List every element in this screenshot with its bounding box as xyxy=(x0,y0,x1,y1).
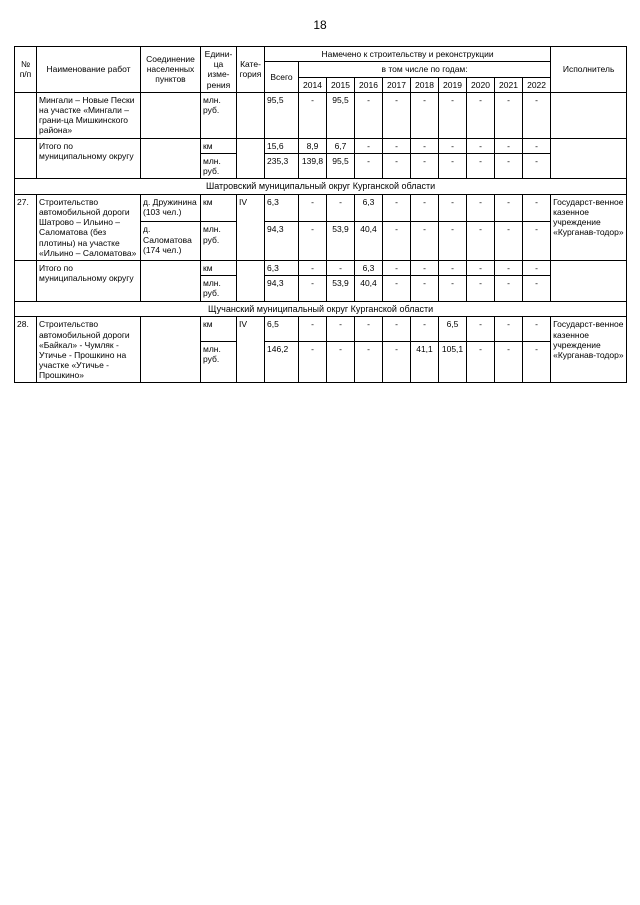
row-year-2019: - xyxy=(439,153,467,178)
row-year-2018: - xyxy=(411,222,439,261)
row-year-2015: 95,5 xyxy=(327,92,355,138)
table-row xyxy=(15,138,627,153)
header-category: Кате-гория xyxy=(237,47,265,93)
row-year-2016: - xyxy=(355,317,383,342)
row-num: 27. xyxy=(15,194,37,260)
row-year-2021: - xyxy=(495,153,523,178)
row-year-2022: - xyxy=(523,260,551,275)
row-executor xyxy=(551,260,627,301)
row-year-2019: 6,5 xyxy=(439,317,467,342)
row-year-2018: - xyxy=(411,317,439,342)
row-year-2018: - xyxy=(411,260,439,275)
row-year-2022: - xyxy=(523,276,551,301)
row-total: 6,3 xyxy=(265,260,299,275)
row-year-2022: - xyxy=(523,138,551,153)
row-year-2015: 95,5 xyxy=(327,153,355,178)
row-year-2021: - xyxy=(495,194,523,222)
row-year-2016: - xyxy=(355,138,383,153)
row-year-2017: - xyxy=(383,222,411,261)
row-unit: км xyxy=(201,260,237,275)
row-year-2020: - xyxy=(467,276,495,301)
row-year-2014: 8,9 xyxy=(299,138,327,153)
row-total: 95,5 xyxy=(265,92,299,138)
row-year-2014: - xyxy=(299,222,327,261)
section-row xyxy=(15,301,627,317)
row-year-2019: - xyxy=(439,260,467,275)
row-year-2020: - xyxy=(467,260,495,275)
row-year-2020: - xyxy=(467,153,495,178)
row-category xyxy=(237,260,265,301)
row-link xyxy=(141,260,201,301)
row-year-2016: 40,4 xyxy=(355,276,383,301)
section-row xyxy=(15,179,627,195)
row-year-2016: - xyxy=(355,153,383,178)
row-year-2022: - xyxy=(523,222,551,261)
row-year-2015: 53,9 xyxy=(327,276,355,301)
header-num: № п/п xyxy=(15,47,37,93)
row-year-2017: - xyxy=(383,92,411,138)
row-link: д. Саломатова (174 чел.) xyxy=(141,222,201,261)
row-year-2015: 6,7 xyxy=(327,138,355,153)
row-executor: Государст-венное казенное учреждение «Курганав-тодор» xyxy=(551,194,627,260)
row-year-2015: - xyxy=(327,194,355,222)
row-year-2016: 6,3 xyxy=(355,194,383,222)
row-unit: млн. руб. xyxy=(201,222,237,261)
row-year-2018: - xyxy=(411,138,439,153)
row-year-2016: - xyxy=(355,92,383,138)
row-num xyxy=(15,138,37,179)
row-total: 6,3 xyxy=(265,194,299,222)
row-total: 146,2 xyxy=(265,342,299,383)
row-year-2021: - xyxy=(495,92,523,138)
row-year-2019: - xyxy=(439,92,467,138)
section-title-shchuchansky: Щучанский муниципальный округ Курганской области xyxy=(15,301,627,317)
header-year-2022: 2022 xyxy=(523,77,551,92)
row-unit: млн. руб. xyxy=(201,342,237,383)
row-total: 6,5 xyxy=(265,317,299,342)
row-year-2019: - xyxy=(439,138,467,153)
row-unit: млн. руб. xyxy=(201,276,237,301)
row-year-2015: - xyxy=(327,260,355,275)
row-year-2020: - xyxy=(467,138,495,153)
row-year-2015: 53,9 xyxy=(327,222,355,261)
row-unit: км xyxy=(201,194,237,222)
row-name: Мингали – Новые Пески на участке «Мингали – грани-ца Мишкинского района» xyxy=(37,92,141,138)
row-year-2019: 105,1 xyxy=(439,342,467,383)
row-year-2017: - xyxy=(383,317,411,342)
header-link: Соединение населенных пунктов xyxy=(141,47,201,93)
row-year-2022: - xyxy=(523,194,551,222)
header-year-2021: 2021 xyxy=(495,77,523,92)
row-link xyxy=(141,92,201,138)
row-year-2020: - xyxy=(467,92,495,138)
header-unit: Едини-ца изме-рения xyxy=(201,47,237,93)
row-year-2016: 40,4 xyxy=(355,222,383,261)
row-year-2021: - xyxy=(495,222,523,261)
row-executor xyxy=(551,138,627,179)
row-year-2017: - xyxy=(383,342,411,383)
header-year-2017: 2017 xyxy=(383,77,411,92)
row-year-2014: - xyxy=(299,260,327,275)
row-link xyxy=(141,138,201,179)
row-year-2014: - xyxy=(299,194,327,222)
row-num xyxy=(15,260,37,301)
row-year-2018: - xyxy=(411,92,439,138)
table-row xyxy=(15,260,627,275)
row-year-2017: - xyxy=(383,153,411,178)
row-year-2020: - xyxy=(467,222,495,261)
row-name: Строительство автомобильной дороги Шатрово – Ильино – Саломатова (без плотины) на участке «Ильино – Саломатова» xyxy=(37,194,141,260)
row-category xyxy=(237,92,265,138)
header-year-2018: 2018 xyxy=(411,77,439,92)
row-name: Итого по муниципальному округу xyxy=(37,138,141,179)
row-category: IV xyxy=(237,317,265,383)
row-executor xyxy=(551,92,627,138)
row-unit: км xyxy=(201,317,237,342)
section-title-shatrovsky: Шатровский муниципальный округ Курганской области xyxy=(15,179,627,195)
header-year-2015: 2015 xyxy=(327,77,355,92)
row-year-2017: - xyxy=(383,194,411,222)
header-year-2016: 2016 xyxy=(355,77,383,92)
row-num: 28. xyxy=(15,317,37,383)
row-year-2017: - xyxy=(383,260,411,275)
row-link: д. Дружинина (103 чел.) xyxy=(141,194,201,222)
row-year-2016: - xyxy=(355,342,383,383)
row-year-2018: 41,1 xyxy=(411,342,439,383)
table-row xyxy=(15,194,627,222)
row-year-2022: - xyxy=(523,92,551,138)
row-unit: млн. руб. xyxy=(201,92,237,138)
row-total: 15,6 xyxy=(265,138,299,153)
row-year-2021: - xyxy=(495,276,523,301)
header-planned: Намечено к строительству и реконструкции xyxy=(265,47,551,62)
header-name: Наименование работ xyxy=(37,47,141,93)
header-executor: Исполнитель xyxy=(551,47,627,93)
row-total: 235,3 xyxy=(265,153,299,178)
header-year-2019: 2019 xyxy=(439,77,467,92)
row-year-2021: - xyxy=(495,138,523,153)
page-number: 18 xyxy=(313,18,327,32)
row-year-2021: - xyxy=(495,317,523,342)
row-year-2018: - xyxy=(411,276,439,301)
header-year-2020: 2020 xyxy=(467,77,495,92)
header-year-2014: 2014 xyxy=(299,77,327,92)
row-year-2019: - xyxy=(439,276,467,301)
table-row xyxy=(15,317,627,342)
row-year-2014: - xyxy=(299,276,327,301)
row-year-2014: - xyxy=(299,92,327,138)
row-year-2015: - xyxy=(327,317,355,342)
row-year-2014: - xyxy=(299,342,327,383)
row-category xyxy=(237,138,265,179)
row-year-2021: - xyxy=(495,260,523,275)
row-year-2019: - xyxy=(439,222,467,261)
row-year-2022: - xyxy=(523,342,551,383)
row-year-2022: - xyxy=(523,317,551,342)
row-year-2017: - xyxy=(383,276,411,301)
row-year-2016: 6,3 xyxy=(355,260,383,275)
row-year-2019: - xyxy=(439,194,467,222)
row-year-2017: - xyxy=(383,138,411,153)
row-year-2014: 139,8 xyxy=(299,153,327,178)
row-year-2020: - xyxy=(467,194,495,222)
row-year-2018: - xyxy=(411,153,439,178)
row-year-2020: - xyxy=(467,342,495,383)
row-num xyxy=(15,92,37,138)
row-link xyxy=(141,317,201,383)
row-year-2021: - xyxy=(495,342,523,383)
header-total: Всего xyxy=(265,62,299,93)
row-year-2018: - xyxy=(411,194,439,222)
row-year-2022: - xyxy=(523,153,551,178)
row-name: Строительство автомобильной дороги «Байкал» - Чумляк - Утичье - Прошкино на участке «Утичье - Прошкино» xyxy=(37,317,141,383)
row-year-2014: - xyxy=(299,317,327,342)
row-total: 94,3 xyxy=(265,222,299,261)
row-unit: км xyxy=(201,138,237,153)
construction-plan-table xyxy=(14,46,627,383)
row-year-2015: - xyxy=(327,342,355,383)
row-name: Итого по муниципальному округу xyxy=(37,260,141,301)
table-row xyxy=(15,92,627,138)
row-total: 94,3 xyxy=(265,276,299,301)
row-unit: млн. руб. xyxy=(201,153,237,178)
row-category: IV xyxy=(237,194,265,260)
header-by-years: в том числе по годам: xyxy=(299,62,551,77)
row-year-2020: - xyxy=(467,317,495,342)
row-executor: Государст-венное казенное учреждение «Курганав-тодор» xyxy=(551,317,627,383)
